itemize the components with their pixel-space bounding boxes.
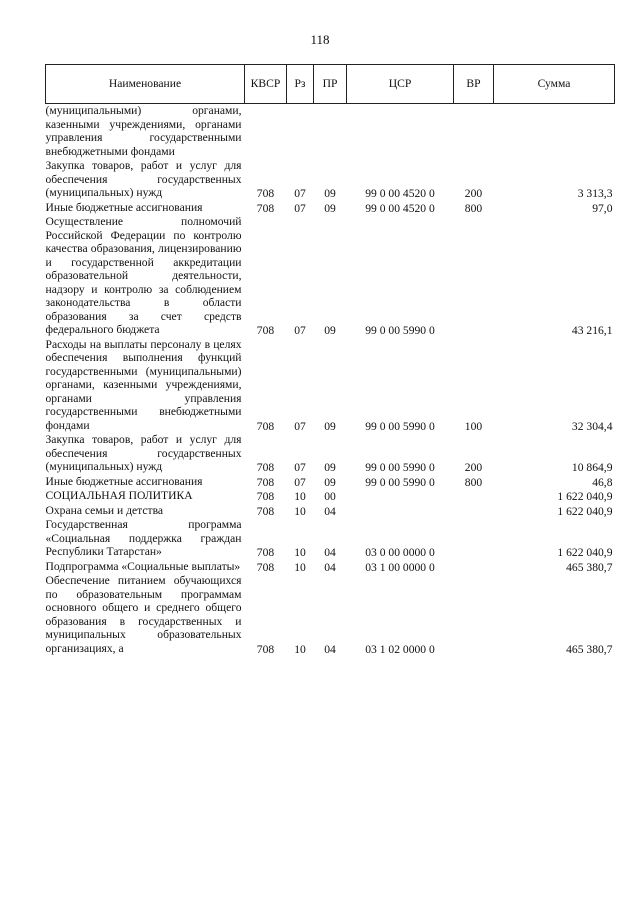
row-kvsr: 708 (256, 504, 275, 518)
row-rz: 10 (294, 504, 306, 518)
row-sum: 46,8 (592, 475, 613, 489)
row-vr (454, 518, 494, 560)
row-name: Иные бюджетные ассигнования (45, 200, 203, 214)
row-csr: 99 0 00 5990 0 (365, 419, 435, 433)
row-csr (347, 104, 454, 160)
table-row (46, 215, 615, 338)
row-pr: 09 (324, 475, 336, 489)
row-csr (347, 504, 454, 519)
row-kvsr: 708 (256, 490, 275, 503)
row-csr: 99 0 00 5990 0 (365, 461, 435, 474)
row-csr (347, 489, 454, 504)
row-csr: 99 0 00 4520 0 (365, 187, 435, 200)
row-rz: 10 (294, 546, 306, 559)
row-vr (454, 104, 494, 160)
table-row (46, 518, 615, 560)
row-rz: 10 (294, 642, 306, 656)
row-name: Иные бюджетные ассигнования (45, 474, 203, 488)
row-pr: 09 (324, 419, 336, 433)
table-row (46, 560, 615, 575)
row-rz (287, 104, 314, 160)
row-rz: 07 (294, 201, 306, 215)
row-vr: 800 (464, 475, 483, 489)
row-pr: 09 (324, 201, 336, 215)
row-vr (454, 504, 494, 519)
row-pr: 09 (324, 187, 336, 200)
row-sum: 3 313,3 (577, 187, 613, 200)
row-sum: 465 380,7 (566, 642, 613, 656)
row-rz: 07 (294, 475, 306, 489)
row-csr: 99 0 00 5990 0 (365, 475, 435, 489)
row-pr: 09 (324, 461, 336, 474)
row-vr: 200 (464, 187, 483, 200)
header-kvsr: КВСР (245, 65, 287, 104)
row-sum: 465 380,7 (566, 560, 613, 574)
row-rz: 07 (294, 324, 306, 337)
table-row (46, 201, 615, 216)
header-rz: Рз (287, 65, 314, 104)
row-pr: 04 (324, 546, 336, 559)
header-sum: Сумма (494, 65, 615, 104)
row-kvsr: 708 (256, 546, 275, 559)
row-sum: 43 216,1 (571, 324, 613, 337)
row-vr (454, 560, 494, 575)
row-name: Расходы на выплаты персоналу в целях обеспечения выполнения функций государственными (муниципальными) органами, казенными учреждениями, органами управления государственными внебюджетными фондами (45, 337, 242, 432)
row-vr (454, 489, 494, 504)
row-kvsr: 708 (256, 324, 275, 337)
row-sum: 32 304,4 (571, 419, 613, 433)
row-kvsr: 708 (256, 560, 275, 574)
row-vr (454, 574, 494, 656)
row-sum: 1 622 040,9 (557, 504, 613, 518)
table-row (46, 433, 615, 475)
table-row (46, 504, 615, 519)
row-csr: 03 1 02 0000 0 (365, 642, 435, 656)
row-pr: 04 (324, 642, 336, 656)
row-csr: 03 0 00 0000 0 (365, 546, 435, 559)
row-name: Государственная программа «Социальная поддержка граждан Республики Татарстан» (45, 518, 242, 558)
row-name: Охрана семьи и детства (45, 503, 164, 517)
row-sum: 10 864,9 (571, 461, 613, 474)
row-vr: 800 (464, 201, 483, 215)
row-kvsr: 708 (256, 642, 275, 656)
row-csr: 99 0 00 5990 0 (365, 324, 435, 337)
header-vr: ВР (454, 65, 494, 104)
table-row (46, 475, 615, 490)
row-sum: 1 622 040,9 (557, 546, 613, 559)
header-pr: ПР (314, 65, 347, 104)
header-name: Наименование (46, 65, 245, 104)
row-name: СОЦИАЛЬНАЯ ПОЛИТИКА (45, 489, 193, 502)
row-vr: 200 (464, 461, 483, 474)
table-row (46, 489, 615, 504)
row-kvsr: 708 (256, 461, 275, 474)
row-rz: 10 (294, 560, 306, 574)
row-name: Подпрограмма «Социальные выплаты» (45, 559, 241, 573)
row-name: Обеспечение питанием обучающихся по образовательным программам основного общего и среднего общего образования в государственных и муниципальных образовательных организациях, а (45, 574, 242, 655)
row-name: Закупка товаров, работ и услуг для обеспечения государственных (муниципальных) нужд (45, 159, 242, 199)
table-row (46, 574, 615, 656)
row-pr: 09 (324, 324, 336, 337)
table-header-row (46, 65, 615, 104)
row-name: Осуществление полномочий Российской Федерации по контролю качества образования, лицензированию и государственной аккредитации образовательной деятельности, надзору и контролю за соблюдением законодательства в области образования за счет средств федерального бюджета (45, 215, 242, 336)
row-pr: 04 (324, 560, 336, 574)
row-kvsr: 708 (256, 201, 275, 215)
budget-table (45, 64, 615, 656)
table-row (46, 104, 615, 160)
header-csr: ЦСР (347, 65, 454, 104)
row-name: Закупка товаров, работ и услуг для обеспечения государственных (муниципальных) нужд (45, 433, 242, 473)
row-rz: 07 (294, 187, 306, 200)
table-row (46, 159, 615, 201)
row-name: (муниципальными) органами, казенными учреждениями, органами управления государственными внебюджетными фондами (45, 104, 242, 158)
row-csr: 99 0 00 4520 0 (365, 201, 435, 215)
row-kvsr: 708 (256, 187, 275, 200)
row-pr (314, 104, 347, 160)
row-sum (494, 104, 615, 160)
table-row (46, 338, 615, 434)
page-number: 118 (310, 32, 330, 47)
row-csr: 03 1 00 0000 0 (365, 560, 435, 574)
row-rz: 07 (294, 461, 306, 474)
row-vr: 100 (464, 419, 483, 433)
row-vr (454, 215, 494, 338)
row-pr: 00 (324, 490, 336, 503)
row-rz: 07 (294, 419, 306, 433)
row-kvsr: 708 (256, 475, 275, 489)
row-sum: 97,0 (592, 201, 613, 215)
row-rz: 10 (294, 490, 306, 503)
row-kvsr: 708 (256, 419, 275, 433)
row-sum: 1 622 040,9 (557, 490, 613, 503)
row-pr: 04 (324, 504, 336, 518)
row-kvsr (245, 104, 287, 160)
